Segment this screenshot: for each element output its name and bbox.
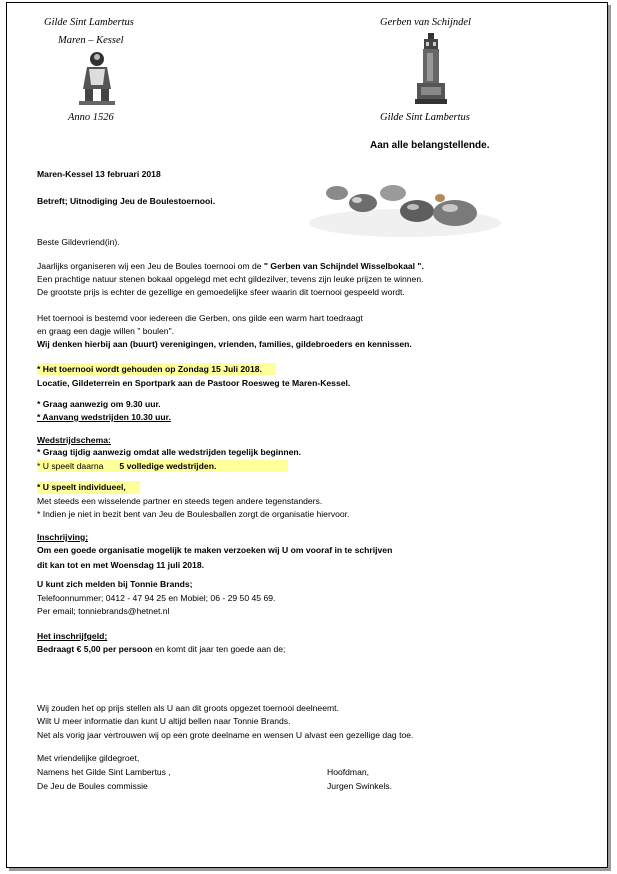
registration-email: Per email; tonniebrands@hetnet.nl: [37, 606, 170, 616]
registration-line3: U kunt zich melden bij Tonnie Brands;: [37, 579, 193, 589]
registration-phone: Telefoonnummer; 0412 - 47 94 25 en Mobiel; 06 - 29 50 45 69.: [37, 593, 276, 603]
event-arrival: * Graag aanwezig om 9.30 uur.: [37, 399, 161, 409]
schedule-line2: * U speelt daarna 5 volledige wedstrijden.: [37, 460, 288, 472]
schedule-line1: * Graag tijdig aanwezig omdat alle wedstrijden tegelijk beginnen.: [37, 447, 302, 457]
intro-line1: Jaarlijks organiseren wij een Jeu de Boules toernooi om de " Gerben van Schijndel Wisselbokaal ".: [37, 261, 424, 271]
registration-line1: Om een goede organisatie mogelijk te maken verzoeken wij U om vooraf in te schrijven: [37, 545, 393, 555]
tower-trophy-icon: [411, 33, 451, 105]
target-line1: Het toernooi is bestemd voor iedereen die Gerben, ons gilde een warm hart toedraagt: [37, 313, 363, 323]
event-date: * Het toernooi wordt gehouden op Zondag 15 Juli 2018.: [37, 363, 276, 375]
registration-heading: Inschrijving;: [37, 532, 89, 542]
schedule-line3: * U speelt individueel,: [37, 481, 140, 494]
header-left-year: Anno 1526: [68, 112, 114, 123]
letter-page: [6, 2, 608, 868]
addressee: Aan alle belangstellende.: [370, 140, 490, 151]
closing-line2: Wilt U meer informatie dan kunt U altijd bellen naar Tonnie Brands.: [37, 716, 291, 726]
subject-line: Betreft; Uitnodiging Jeu de Boulestoernooi.: [37, 196, 216, 206]
target-line2: en graag een dagje willen " boulen".: [37, 326, 175, 336]
closing-greeting: Met vriendelijke gildegroet,: [37, 753, 140, 763]
gilde-figure-icon: [75, 49, 119, 107]
greeting: Beste Gildevriend(in).: [37, 237, 120, 247]
registration-line2: dit kan tot en met Woensdag 11 juli 2018.: [37, 560, 204, 570]
header-right-line2: Gilde Sint Lambertus: [380, 112, 470, 123]
schedule-line4: Met steeds een wisselende partner en steeds tegen andere tegenstanders.: [37, 496, 323, 506]
signoff-right-line1: Hoofdman,: [327, 767, 370, 777]
signoff-left-line1: Namens het Gilde Sint Lambertus ,: [37, 767, 171, 777]
schedule-heading: Wedstrijdschema:: [37, 435, 111, 445]
bokaal-name: " Gerben van Schijndel Wisselbokaal ".: [263, 261, 424, 271]
event-start: * Aanvang wedstrijden 10.30 uur.: [37, 412, 171, 422]
date-line: Maren-Kessel 13 februari 2018: [37, 169, 161, 179]
intro-line3: De grootste prijs is echter de gezellige en gemoedelijke sfeer waarin dit toernooi gespeeld wordt.: [37, 287, 405, 297]
petanque-balls-image: [305, 163, 503, 241]
event-location: Locatie, Gildeterrein en Sportpark aan de Pastoor Roesweg te Maren-Kessel.: [37, 378, 351, 388]
header-right-line1: Gerben van Schijndel: [380, 17, 471, 28]
intro-line2: Een prachtige natuur stenen bokaal opgelegd met echt gildezilver, tevens zijn leuke prijzen te winnen.: [37, 274, 424, 284]
header-left-line1: Gilde Sint Lambertus: [44, 17, 134, 28]
closing-line3: Net als vorig jaar vertrouwen wij op een grote deelname en wensen U alvast een gezellige dag toe.: [37, 730, 414, 740]
signoff-right-line2: Jurgen Swinkels.: [327, 781, 392, 791]
closing-line1: Wij zouden het op prijs stellen als U aan dit groots opgezet toernooi deelneemt.: [37, 703, 339, 713]
header-left-line2: Maren – Kessel: [58, 35, 124, 46]
fee-line: Bedraagt € 5,00 per persoon en komt dit jaar ten goede aan de;: [37, 644, 286, 654]
target-line3: Wij denken hierbij aan (buurt) verenigingen, vrienden, families, gildebroeders en kennissen.: [37, 339, 412, 349]
fee-heading: Het inschrijfgeld;: [37, 631, 108, 641]
schedule-line5: * Indien je niet in bezit bent van Jeu de Boulesballen zorgt de organisatie hiervoor.: [37, 509, 350, 519]
signoff-left-line2: De Jeu de Boules commissie: [37, 781, 148, 791]
